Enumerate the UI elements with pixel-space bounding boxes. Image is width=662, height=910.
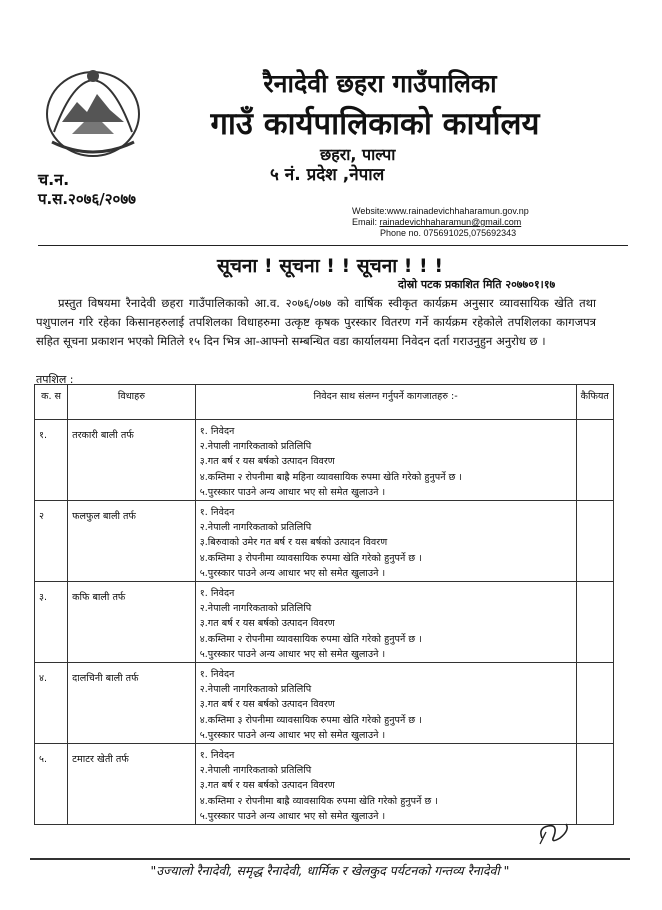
- row-serial: ५.: [35, 744, 68, 825]
- row-remarks: [576, 501, 614, 582]
- document-item: ५.पुरस्कार पाउने अन्य आधार भए सो समेत खुलाउने ।: [199, 486, 386, 498]
- header-serial: क. स: [35, 385, 68, 420]
- row-serial: २: [35, 501, 68, 582]
- document-item: २.नेपाली नागरिकताको प्रतिलिपि: [199, 603, 312, 615]
- municipality-name: रैनादेवी छहरा गाउँपालिका: [263, 69, 497, 98]
- signature-icon: [536, 818, 576, 848]
- row-category: फलफुल बाली तर्फ: [68, 501, 196, 582]
- document-item: ३.गत बर्ष र यस बर्षको उत्पादन विवरण: [199, 780, 335, 792]
- row-category: दालचिनी बाली तर्फ: [68, 663, 196, 744]
- document-item: ५.पुरस्कार पाउने अन्य आधार भए सो समेत खुलाउने ।: [199, 729, 386, 741]
- row-serial: १.: [35, 420, 68, 501]
- header-documents: निवेदन साथ संलग्न गर्नुपर्ने कागजातहरु :-: [195, 385, 576, 420]
- document-item: ५.पुरस्कार पाउने अन्य आधार भए सो समेत खुलाउने ।: [199, 567, 386, 579]
- phone-text: Phone no. 075691025,075692343: [380, 228, 517, 238]
- document-item: २.नेपाली नागरिकताको प्रतिलिपि: [199, 684, 312, 696]
- document-item: ५.पुरस्कार पाउने अन्य आधार भए सो समेत खुलाउने ।: [199, 648, 386, 660]
- table-row: [35, 420, 614, 501]
- document-item: ४.कम्तिमा ३ रोपनीमा व्यावसायिक रुपमा खेति गरेको हुनुपर्ने छ ।: [199, 552, 422, 564]
- footer-motto: "उज्यालो रैनादेवी, समृद्ध रैनादेवी, धार्मिक र खेलकुद पर्यटनको गन्तव्य रैनादेवी ": [150, 863, 510, 878]
- document-item: १. निवेदन: [199, 507, 235, 519]
- document-item: २.नेपाली नागरिकताको प्रतिलिपि: [199, 522, 312, 534]
- republished-date: दोस्रो पटक प्रकाशित मिति २०७७०१।१७: [398, 278, 556, 291]
- row-category: तरकारी बाली तर्फ: [68, 420, 196, 501]
- document-item: १. निवेदन: [199, 426, 235, 437]
- table-row: [35, 744, 614, 825]
- document-item: ५.पुरस्कार पाउने अन्य आधार भए सो समेत खुलाउने ।: [199, 810, 386, 822]
- table-header-row: [35, 385, 614, 420]
- document-item: १. निवेदन: [199, 669, 235, 681]
- document-item: १. निवेदन: [199, 588, 235, 600]
- dispatch-number-label: च.न.: [38, 170, 70, 189]
- province-label: ५ नं. प्रदेश ,नेपाल: [270, 165, 385, 185]
- document-item: २.नेपाली नागरिकताको प्रतिलिपि: [199, 765, 312, 777]
- email-line: [352, 217, 529, 228]
- office-location: छहरा, पाल्पा: [320, 145, 396, 164]
- notice-title: सूचना ! सूचना ! ! सूचना ! ! !: [216, 255, 444, 277]
- row-documents: [195, 582, 576, 663]
- document-item: ४.कम्तिमा २ रोपनीमा बाह्रै महिना व्यावसायिक रुपमा खेति गरेको हुनुपर्ने छ ।: [199, 471, 463, 483]
- email-label: Email:: [352, 217, 380, 227]
- row-serial: ४.: [35, 663, 68, 744]
- row-documents: [195, 744, 576, 825]
- document-item: ३.गत बर्ष र यस बर्षको उत्पादन विवरण: [199, 456, 335, 468]
- document-item: ३.बिरुवाको उमेर गत बर्ष र यस बर्षको उत्पादन विवरण: [199, 537, 388, 549]
- document-item: ४.कम्तिमा २ रोपनीमा बाह्रै व्यावसायिक रुपमा खेति गरेको हुनुपर्ने छ ।: [199, 795, 438, 807]
- table-row: [35, 501, 614, 582]
- header-remarks: कैफियत: [576, 385, 614, 420]
- footer-divider: [30, 858, 630, 860]
- row-documents: [195, 663, 576, 744]
- header-divider: [38, 245, 628, 246]
- table-row: [35, 663, 614, 744]
- notice-body: प्रस्तुत विषयमा रैनादेवी छहरा गाउँपालिकाको आ.व. २०७६/०७७ को वार्षिक स्वीकृत कार्यक्रम अनुसार व्यावसायिक खेति तथा पशुपालन गरि रहेका किसानहरुलाई तपशिलका विधाहरुमा उत्कृष्ट कृषक पुरस्कार वितरण गर्ने कार्यक्रम रहेकोले तपशिलका कागजपत्र सहित सूचना प्रकाशन भएको मितिले १५ दिन भित्र आ-आफ्नो सम्बन्धित वडा कार्यालयमा निवेदन दर्ता गराउनुहुन अनुरोध छ ।: [36, 296, 596, 348]
- row-category: कफि बाली तर्फ: [68, 582, 196, 663]
- document-item: ३.गत बर्ष र यस बर्षको उत्पादन विवरण: [199, 699, 335, 711]
- office-name: गाउँ कार्यपालिकाको कार्यालय: [210, 106, 540, 142]
- document-item: १. निवेदन: [199, 750, 235, 762]
- letter-number-label: प.स.२०७६/२०७७: [38, 190, 136, 208]
- nepal-government-emblem-icon: [42, 62, 144, 162]
- row-remarks: [576, 420, 614, 501]
- row-remarks: [576, 744, 614, 825]
- document-item: २.नेपाली नागरिकताको प्रतिलिपि: [199, 441, 312, 453]
- row-remarks: [576, 663, 614, 744]
- document-item: ४.कम्तिमा ३ रोपनीमा व्यावसायिक रुपमा खेति गरेको हुनुपर्ने छ ।: [199, 714, 422, 726]
- email-link[interactable]: rainadevichhaharamun@gmail.com: [379, 217, 522, 227]
- row-documents: [195, 501, 576, 582]
- header-category: विधाहरु: [68, 385, 196, 420]
- row-documents: [195, 420, 576, 501]
- website-text: Website:www.rainadevichhaharamun.gov.np: [352, 206, 529, 216]
- requirements-table: [34, 384, 614, 825]
- document-item: ३.गत बर्ष र यस बर्षको उत्पादन विवरण: [199, 618, 335, 630]
- table-caption: तपशिल :: [36, 373, 74, 386]
- row-remarks: [576, 582, 614, 663]
- contact-block: [352, 206, 529, 239]
- table-row: [35, 582, 614, 663]
- document-item: ४.कम्तिमा २ रोपनीमा व्यावसायिक रुपमा खेति गरेको हुनुपर्ने छ ।: [199, 633, 422, 645]
- row-serial: ३.: [35, 582, 68, 663]
- row-category: टमाटर खेती तर्फ: [68, 744, 196, 825]
